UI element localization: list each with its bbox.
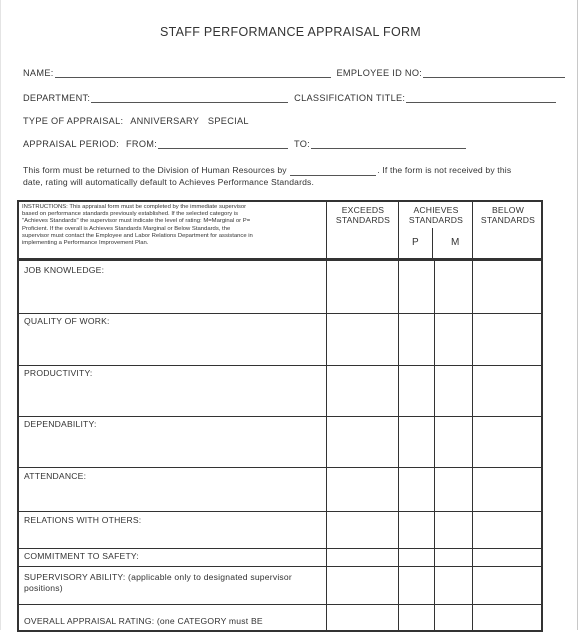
type-row [23,116,249,126]
notice-text-part2: . If the form is not received by this [377,165,512,175]
subheader-marginal: M [451,237,460,248]
header-text: STANDARDS [480,215,536,225]
row-divider [19,604,541,605]
name-label: NAME: [23,68,54,78]
to-label: TO: [293,139,311,149]
instructions-line: based on performance standards previously established. If the selected category is [22,211,239,218]
notice-text-line2: date, rating will automatically default to Achieves Performance Standards. [23,177,315,187]
row-dependability: DEPENDABILITY: [24,419,97,429]
header-text: STANDARDS [408,215,464,225]
ratings-table [17,200,543,632]
row-divider [19,365,541,366]
column-divider [326,202,327,632]
notice-text-part1: This form must be returned to the Division of Human Resources by [23,165,287,175]
instructions-line: INSTRUCTIONS: This appraisal form must be completed by the immediate supervisor [22,204,247,210]
instructions-line: Proficient. If the overall is Achieves Standards Marginal or Below Standards, the [22,225,231,232]
instructions-text [22,204,340,247]
instructions-line: implementing a Performance Improvement Plan. [22,240,149,247]
from-date-field[interactable] [158,139,288,149]
employee-id-field[interactable] [423,68,565,78]
row-label-line: positions) [24,583,63,593]
type-option-anniversary[interactable]: ANNIVERSARY [130,116,200,126]
row-relations-with-others: RELATIONS WITH OTHERS: [24,515,142,525]
pm-divider [432,228,433,261]
employee-id-label: EMPLOYEE ID NO: [336,68,423,78]
row-divider [19,511,541,512]
row-supervisory-ability [24,572,324,594]
subheader-proficient: P [412,237,419,248]
row-job-knowledge: JOB KNOWLEDGE: [24,265,105,275]
header-below-standards [472,205,543,225]
header-text: BELOW [491,205,525,215]
return-date-field[interactable] [290,167,376,176]
department-field[interactable] [91,93,288,103]
classification-field[interactable] [406,93,556,103]
row-divider [19,313,541,314]
return-notice [23,164,569,188]
form-title: STAFF PERFORMANCE APPRAISAL FORM [159,25,422,39]
header-text: EXCEEDS [341,205,385,215]
type-option-special[interactable]: SPECIAL [207,116,249,126]
classification-label: CLASSIFICATION TITLE: [294,93,406,103]
type-label: TYPE OF APPRAISAL: [23,116,124,126]
row-divider [19,548,541,549]
column-divider [434,261,435,632]
period-label: APPRAISAL PERIOD: [23,139,120,149]
instructions-line: "Achieves Standards" the supervisor must indicate the level of rating: M=Marginal or P= [22,218,251,225]
row-divider [19,416,541,417]
row-divider [19,566,541,567]
department-row [23,93,557,103]
header-exceeds-standards [328,205,398,225]
row-productivity: PRODUCTIVITY: [24,368,93,378]
from-label: FROM: [126,139,158,149]
column-divider [472,202,473,632]
row-attendance: ATTENDANCE: [24,471,87,481]
table-header [19,202,541,261]
header-achieves-standards [400,205,472,225]
period-row [23,139,467,149]
instructions-line: supervisor must contact the Employee and Labor Relations Department for assistance in [22,232,253,239]
row-commitment-to-safety: COMMITMENT TO SAFETY: [24,551,139,561]
column-divider [398,202,399,632]
header-text: ACHIEVES [413,205,459,215]
name-field[interactable] [55,68,331,78]
row-overall-rating: OVERALL APPRAISAL RATING: (one CATEGORY must BE [24,616,263,626]
department-label: DEPARTMENT: [23,93,91,103]
header-text: STANDARDS [335,215,391,225]
row-quality-of-work: QUALITY OF WORK: [24,316,110,326]
name-row [23,68,566,78]
row-label-line: SUPERVISORY ABILITY: (applicable only to designated supervisor [24,572,292,582]
row-divider [19,467,541,468]
to-date-field[interactable] [311,139,466,149]
